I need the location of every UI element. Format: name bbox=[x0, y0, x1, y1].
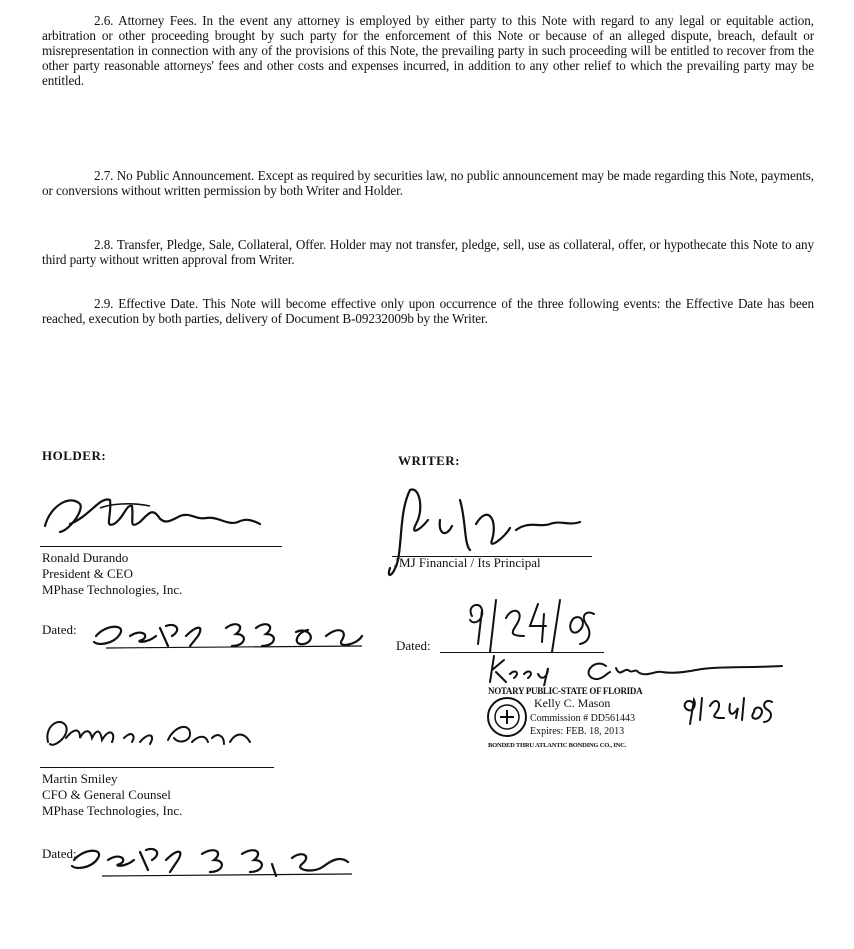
holder-dated-handwriting-1 bbox=[86, 606, 366, 656]
holder-signer2-company: MPhase Technologies, Inc. bbox=[42, 803, 183, 818]
writer-dated-label: Dated: bbox=[396, 638, 431, 653]
notary-name: Kelly C. Mason bbox=[534, 696, 611, 710]
writer-signature bbox=[380, 480, 590, 590]
notary-date-handwriting bbox=[680, 690, 780, 730]
writer-signer-title: JMJ Financial / Its Principal bbox=[394, 555, 541, 570]
notary-seal-icon bbox=[486, 696, 528, 743]
holder-dated-label-1: Dated: bbox=[42, 622, 77, 637]
writer-dated-handwriting bbox=[462, 596, 602, 656]
notary-line1: NOTARY PUBLIC-STATE OF FLORIDA bbox=[488, 686, 643, 696]
paragraph-effective-date bbox=[42, 296, 814, 326]
paragraph-body: This Note will become effective only upon occurrence of the three following events: the Effective Date has been reached, execution by both parties, delivery of Document B-09232009b by the Writer. bbox=[42, 296, 814, 326]
paragraph-attorney-fees bbox=[42, 13, 814, 88]
holder-signer1-title: President & CEO bbox=[42, 566, 133, 581]
paragraph-body: Except as required by securities law, no public announcement may be made regarding this Note, payments, or conversions without written permission by both Writer and Holder. bbox=[42, 168, 814, 198]
notary-bonded: BONDED THRU ATLANTIC BONDING CO., INC. bbox=[488, 742, 627, 749]
paragraph-transfer-pledge bbox=[42, 237, 814, 267]
holder-signer1-company: MPhase Technologies, Inc. bbox=[42, 582, 183, 597]
writer-heading: WRITER: bbox=[398, 453, 461, 468]
paragraph-heading: 2.7. No Public Announcement. bbox=[94, 168, 255, 183]
holder-heading: HOLDER: bbox=[42, 448, 107, 463]
notary-signature bbox=[486, 652, 786, 686]
paragraph-heading: 2.6. Attorney Fees. bbox=[94, 13, 197, 28]
holder-signature-smiley bbox=[40, 708, 270, 768]
notary-commission: Commission # DD561443 bbox=[530, 713, 636, 724]
holder-dated-label-2: Dated: bbox=[42, 846, 77, 861]
holder-signer2-name: Martin Smiley bbox=[42, 771, 118, 786]
notary-expires: Expires: FEB. 18, 2013 bbox=[530, 726, 625, 737]
paragraph-heading: 2.9. Effective Date. bbox=[94, 296, 199, 311]
paragraph-heading: 2.8. Transfer, Pledge, Sale, Collateral, Offer. bbox=[94, 237, 327, 252]
paragraph-no-public-announcement bbox=[42, 168, 814, 198]
holder-dated-handwriting-2 bbox=[62, 830, 352, 886]
holder-signature-durando bbox=[40, 486, 280, 546]
paragraph-body: Holder may not transfer, pledge, sell, use as collateral, offer, or hypothecate this Note to any third party without written approval from Writer. bbox=[42, 237, 814, 267]
holder-signer2-title: CFO & General Counsel bbox=[42, 787, 171, 802]
holder-signer1-name: Ronald Durando bbox=[42, 550, 129, 565]
paragraph-body: In the event any attorney is employed by either party to this Note with regard to any legal or equitable action, arbitration or other proceeding brought by such party for the enforcement of this Note or because of an alleged dispute, breach, default or misrepresentation in connection with any of the provisions of this Note, the prevailing party in such proceeding will be entitled to recover from the other party reasonable attorneys' fees and other costs and expenses incurred, in addition to any other relief to which the prevailing party may be entitled. bbox=[42, 13, 814, 88]
